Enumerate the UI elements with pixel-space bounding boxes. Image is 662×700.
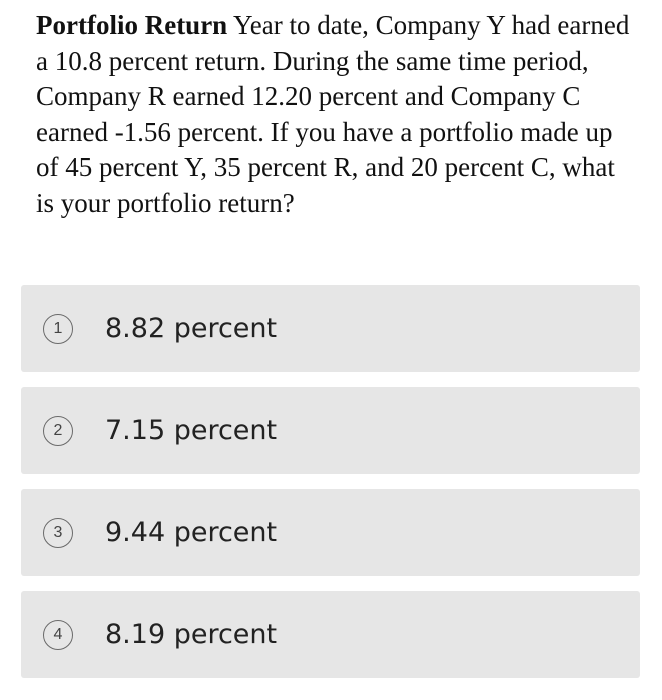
option-label: 7.15 percent <box>105 415 278 446</box>
answer-options <box>21 285 640 693</box>
option-number-badge: 1 <box>43 314 73 344</box>
answer-option-2[interactable] <box>21 387 640 474</box>
question-text <box>36 8 636 222</box>
answer-option-4[interactable] <box>21 591 640 678</box>
option-label: 8.19 percent <box>105 619 278 650</box>
question-body: Year to date, Company Y had earned a 10.8 percent return. During the same time period, Company R earned 12.20 percent and Company C earned -1.56 percent. If you have a portfolio made up of 45 percent Y, 35 percent R, and 20 percent C, what is your portfolio return? <box>36 10 630 218</box>
option-number-badge: 3 <box>43 518 73 548</box>
option-label: 9.44 percent <box>105 517 278 548</box>
option-number-badge: 2 <box>43 416 73 446</box>
option-label: 8.82 percent <box>105 313 278 344</box>
option-number-badge: 4 <box>43 620 73 650</box>
answer-option-1[interactable] <box>21 285 640 372</box>
answer-option-3[interactable] <box>21 489 640 576</box>
question-title: Portfolio Return <box>36 10 228 40</box>
